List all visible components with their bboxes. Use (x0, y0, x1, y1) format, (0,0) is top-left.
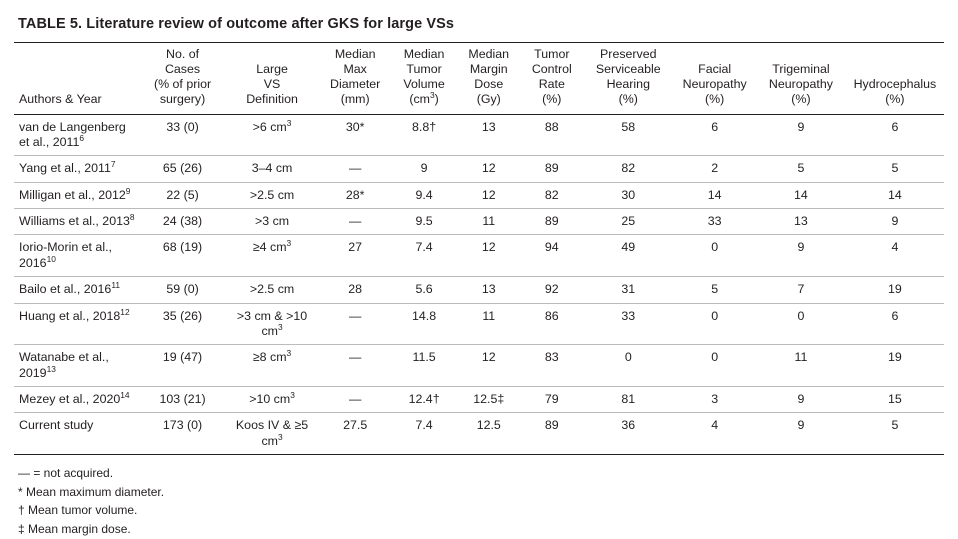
table-cell-hydrocephalus: 14 (888, 187, 902, 202)
table-cell-diameter: — (348, 308, 362, 323)
table-cell-diameter: 28 (348, 282, 363, 297)
table-cell-control: 89 (544, 161, 559, 176)
table-cell-control: 82 (544, 187, 559, 202)
table-cell-trigeminal: 9 (797, 418, 805, 433)
table-title: TABLE 5. Literature review of outcome after GKS for large VSs (18, 16, 455, 32)
table-cell-volume: 9 (420, 161, 428, 176)
column-header-control (520, 43, 583, 115)
table-cell-dose: 12.5 (476, 418, 501, 433)
table-cell-cases: 19 (47) (162, 350, 203, 365)
table-cell-hydrocephalus: 6 (891, 308, 899, 323)
table-row (14, 303, 944, 345)
table-cell-cases: 35 (26) (162, 308, 203, 323)
table-cell-definition: ≥4 $cm^3$ (252, 238, 292, 255)
table-cell-author: van de Langenberg et al., 2011$^6$ (19, 119, 126, 149)
table-cell-hydrocephalus: 19 (888, 350, 902, 365)
table-cell-hydrocephalus: 19 (888, 282, 902, 297)
table-cell-facial: 0 (711, 350, 719, 365)
table-cell-cases: 173 (0) (162, 418, 203, 433)
column-header-diameter-line-2: Max (343, 62, 367, 77)
table-row (14, 235, 944, 277)
column-header-facial-line-3: (%) (705, 92, 725, 107)
column-header-diameter-line-1: Median (334, 47, 376, 61)
footnote-double-dagger: ‡ Mean margin dose. (18, 521, 131, 536)
table-cell-control: 89 (544, 214, 559, 228)
column-header-volume-line-3: Volume (403, 77, 445, 92)
table-cell-volume: 8.8† (412, 119, 437, 134)
table-cell-control: 92 (544, 282, 559, 297)
table-cell-control: 89 (544, 418, 559, 433)
table-cell-author: Mezey et al., 2020$^{14}$ (19, 389, 130, 406)
table-cell-definition: >2.5 cm (249, 282, 295, 297)
table-cell-diameter: — (348, 350, 362, 365)
column-header-cases (140, 43, 224, 115)
table-cell-control: 83 (544, 350, 559, 365)
table-row (14, 156, 944, 182)
table-cell-hearing: 33 (621, 308, 636, 323)
table-cell-trigeminal: 7 (797, 282, 805, 297)
table-cell-author: Yang et al., 2011$^7$ (19, 159, 116, 176)
table-cell-volume: 9.4 (415, 187, 433, 202)
footnote-dagger: † Mean tumor volume. (18, 503, 138, 518)
column-header-hearing (583, 43, 673, 115)
column-header-diameter-line-4: (mm) (340, 92, 370, 107)
column-header-facial (673, 43, 756, 115)
table-cell-diameter: — (348, 161, 362, 176)
column-header-volume (391, 43, 457, 115)
table-cell-author: Milligan et al., 2012$^9$ (19, 185, 131, 202)
column-header-dose-line-2: Margin (469, 62, 508, 77)
table-cell-hydrocephalus: 4 (891, 240, 899, 255)
table-cell-cases: 24 (38) (162, 214, 203, 228)
column-header-volume-line-2: Tumor (406, 62, 442, 77)
table-cell-cases: 33 (0) (166, 119, 199, 134)
table-cell-facial: 0 (711, 308, 719, 323)
table-row (14, 182, 944, 208)
table-cell-hearing: 31 (621, 282, 636, 297)
table-cell-control: 88 (544, 119, 559, 134)
column-header-cases-line-2: Cases (164, 62, 201, 77)
column-header-trigeminal (756, 43, 846, 115)
column-header-definition-line-2: VS (263, 77, 281, 92)
table-cell-volume: 9.5 (415, 214, 433, 228)
table-cell-volume: 5.6 (415, 282, 433, 297)
column-header-hydrocephalus-line-2: (%) (885, 92, 905, 107)
table-cell-hydrocephalus: 5 (891, 418, 899, 433)
footnotes (14, 455, 944, 538)
table-cell-diameter: 27 (348, 240, 363, 255)
table-cell-diameter: 27.5 (343, 418, 368, 433)
table-cell-hydrocephalus: 6 (891, 119, 899, 134)
table-cell-diameter: — (348, 214, 362, 228)
table-cell-author: Bailo et al., 2016$^{11}$ (19, 280, 121, 297)
column-header-dose-line-3: Dose (474, 77, 504, 92)
table-row (14, 413, 944, 455)
column-header-control-line-4: (%) (542, 92, 562, 107)
table-cell-definition: Koos IV & ≥5 $cm^3$ (235, 418, 309, 448)
table-cell-definition: >6 $cm^3$ (252, 117, 292, 134)
column-header-cases-line-1: No. of (166, 47, 200, 61)
column-header-definition-line-1: Large (256, 62, 288, 77)
table-cell-trigeminal: 13 (794, 214, 808, 228)
table-cell-volume: 7.4 (415, 240, 433, 255)
column-header-hearing-line-1: Preserved (600, 47, 657, 61)
footnote-asterisk: * Mean maximum diameter. (18, 484, 165, 499)
column-header-cases-line-4: surgery) (159, 92, 206, 107)
column-header-control-line-2: Control (531, 62, 572, 77)
table-cell-definition: >10 $cm^3$ (249, 389, 295, 406)
table-cell-dose: 12 (481, 350, 496, 365)
table-cell-hearing: 49 (621, 240, 636, 255)
table-cell-cases: 59 (0) (166, 282, 199, 297)
table-cell-volume: 12.4† (408, 392, 440, 406)
table-cell-facial: 6 (711, 119, 719, 134)
column-header-dose (457, 43, 520, 115)
table-cell-diameter: — (348, 392, 362, 406)
column-header-volume-line-1: Median (403, 47, 445, 61)
table-row (14, 277, 944, 303)
column-header-trigeminal-line-3: (%) (791, 92, 811, 107)
table-cell-trigeminal: 9 (797, 119, 805, 134)
table-cell-definition: >2.5 cm (249, 187, 295, 202)
table-cell-volume: 7.4 (415, 418, 433, 433)
table-row (14, 387, 944, 413)
table-cell-hydrocephalus: 9 (891, 214, 899, 228)
table-cell-trigeminal: 11 (794, 350, 808, 365)
table-cell-trigeminal: 14 (794, 187, 808, 202)
table-cell-facial: 4 (711, 418, 719, 433)
column-header-definition-line-3: Definition (246, 92, 298, 107)
table-cell-hearing: 36 (621, 418, 636, 433)
table-cell-volume: 11.5 (412, 350, 436, 365)
table-cell-definition: >3 cm (255, 214, 290, 228)
column-header-control-line-1: Tumor (534, 47, 570, 61)
column-header-hydrocephalus-line-1: Hydrocephalus (853, 77, 937, 92)
table-cell-trigeminal: 9 (797, 240, 805, 255)
column-header-hearing-line-4: (%) (618, 92, 638, 107)
table-cell-facial: 0 (711, 240, 719, 255)
table-cell-hearing: 81 (621, 392, 636, 406)
table-cell-definition: 3–4 cm (251, 161, 293, 176)
column-header-hydrocephalus (846, 43, 944, 115)
table-body (14, 114, 944, 455)
table-row (14, 209, 944, 235)
table-cell-facial: 33 (707, 214, 722, 228)
table-header (14, 43, 944, 115)
footnote-dash: — = not acquired. (18, 466, 114, 481)
table-cell-hearing: 0 (624, 350, 632, 365)
table-cell-diameter: 28* (345, 187, 365, 202)
table-cell-trigeminal: 5 (797, 161, 805, 176)
table-cell-diameter: 30* (345, 119, 365, 134)
column-header-diameter (319, 43, 391, 115)
table-cell-trigeminal: 0 (797, 308, 805, 323)
table-cell-cases: 103 (21) (159, 392, 206, 406)
table-cell-hydrocephalus: 15 (888, 392, 902, 406)
column-header-authors (14, 43, 140, 115)
table-cell-control: 79 (544, 392, 559, 406)
table-cell-facial: 5 (711, 282, 719, 297)
table-cell-hearing: 82 (621, 161, 636, 176)
table-cell-dose: 12 (481, 187, 496, 202)
column-header-dose-line-1: Median (468, 47, 510, 61)
column-header-authors-line-1: Authors & Year (19, 92, 102, 107)
table-cell-volume: 14.8 (412, 308, 437, 323)
column-header-control-line-3: Rate (538, 77, 565, 92)
table-cell-author: Watanabe et al., 2019$^{13}$ (19, 350, 109, 380)
table-cell-cases: 65 (26) (162, 161, 203, 176)
table-cell-dose: 11 (482, 308, 496, 323)
table-cell-hydrocephalus: 5 (891, 161, 899, 176)
table-header-row (14, 43, 944, 115)
column-header-trigeminal-line-2: Neuropathy (768, 77, 833, 92)
table-row (14, 345, 944, 387)
table-cell-trigeminal: 9 (797, 392, 805, 406)
table-cell-hearing: 25 (621, 214, 636, 228)
column-header-dose-line-4: (Gy) (476, 92, 501, 107)
column-header-definition (225, 43, 320, 115)
column-header-cases-line-3: (% of prior (153, 77, 212, 92)
table-cell-author: Iorio-Morin et al., 2016$^{10}$ (19, 240, 112, 270)
table-cell-author: Williams et al., 2013$^8$ (19, 211, 135, 228)
table-cell-dose: 11 (482, 214, 496, 228)
column-header-hearing-line-2: Serviceable (595, 62, 661, 77)
column-header-hearing-line-3: Hearing (606, 77, 650, 92)
table-cell-dose: 12 (481, 240, 496, 255)
table-cell-cases: 68 (19) (162, 240, 203, 255)
table-cell-control: 86 (544, 308, 559, 323)
table-cell-definition: >3 cm & >10 $cm^3$ (236, 308, 308, 338)
table-cell-author: Huang et al., 2018$^{12}$ (19, 306, 130, 323)
table-cell-control: 94 (544, 240, 559, 255)
table-cell-dose: 13 (481, 119, 496, 134)
table-cell-dose: 12.5‡ (473, 392, 505, 406)
table-row (14, 114, 944, 156)
column-header-facial-line-2: Neuropathy (682, 77, 747, 92)
column-header-facial-line-1: Facial (698, 62, 732, 77)
table-cell-facial: 14 (707, 187, 722, 202)
table-cell-hearing: 58 (621, 119, 636, 134)
table-cell-facial: 2 (711, 161, 719, 176)
column-header-volume-line-4: $(cm^3)$ (409, 90, 439, 107)
table-cell-author: Current study (19, 418, 94, 433)
literature-review-table (14, 42, 944, 455)
column-header-trigeminal-line-1: Trigeminal (772, 62, 830, 77)
column-header-diameter-line-3: Diameter (330, 77, 381, 92)
table-cell-dose: 13 (481, 282, 496, 297)
table-cell-dose: 12 (481, 161, 496, 176)
table-cell-definition: ≥8 $cm^3$ (252, 348, 292, 365)
table-cell-cases: 22 (5) (166, 187, 199, 202)
table-cell-hearing: 30 (621, 187, 636, 202)
table-cell-facial: 3 (711, 392, 719, 406)
